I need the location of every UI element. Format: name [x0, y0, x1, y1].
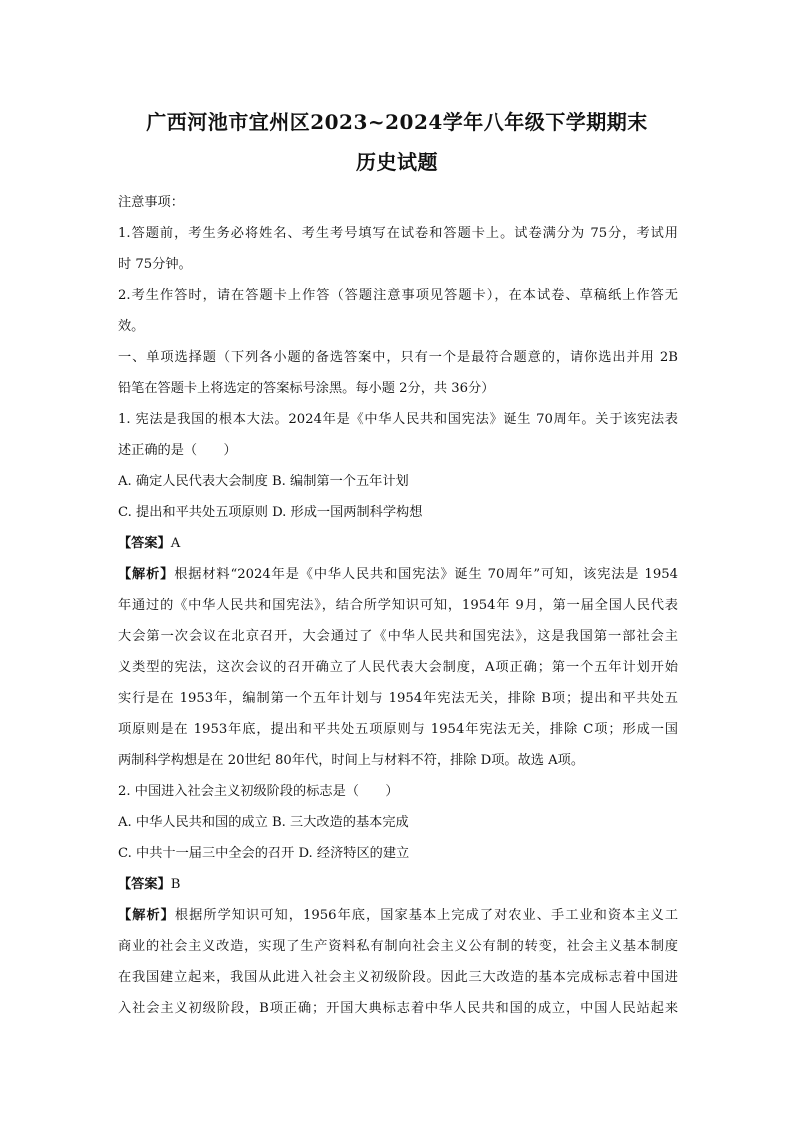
question-1-analysis-line-1 — [118, 559, 678, 590]
exam-title: 广西河池市宜州区2023~2024学年八年级下学期期末 — [146, 110, 648, 134]
answer-value: A — [170, 536, 181, 551]
section-heading-line-1: 一、单项选择题（下列各小题的备选答案中，只有一个是最符合题意的，请你选出并用 2B — [118, 350, 678, 365]
notice-item-2-line-2: 效。 — [118, 319, 145, 334]
document-body — [118, 187, 678, 1024]
notice-heading: 注意事项： — [118, 195, 184, 210]
exam-subtitle: 历史试题 — [356, 150, 438, 174]
question-2-analysis-line-2: 商业的社会主义改造，实现了生产资料私有制向社会主义公有制的转变，社会主义基本制度 — [118, 939, 678, 954]
question-1-options-cd: C. 提出和平共处五项原则 D. 形成一国两制科学构想 — [118, 505, 423, 520]
question-2-stem: 2. 中国进入社会主义初级阶段的标志是（ ） — [118, 784, 399, 799]
question-2-options-cd: C. 中共十一届三中全会的召开 D. 经济特区的建立 — [118, 846, 410, 861]
answer-tag: 【答案】 — [118, 877, 171, 892]
section-heading-line-2: 铅笔在答题卡上将选定的答案标号涂黑。每小题 2分，共 36分） — [118, 381, 495, 396]
question-1-analysis-line-4: 义类型的宪法，这次会议的召开确立了人民代表大会制度，A项正确；第一个五年计划开始 — [118, 660, 678, 675]
analysis-text: 根据所学知识可知，1956年底，国家基本上完成了对农业、手工业和资本主义工 — [174, 908, 678, 923]
analysis-tag: 【解析】 — [118, 567, 175, 582]
answer-tag: 【答案】 — [118, 536, 171, 551]
analysis-tag: 【解析】 — [118, 908, 175, 923]
question-2-analysis-line-1 — [118, 900, 678, 931]
question-1-answer — [118, 528, 678, 559]
notice-item-1-line-1: 1.答题前，考生务必将姓名、考生考号填写在试卷和答题卡上。试卷满分为 75分，考试用 — [118, 226, 678, 241]
question-1-analysis-line-6: 项原则是在 1953年底，提出和平共处五项原则与 1954年宪法无关，排除 C项；形成一国 — [118, 722, 678, 737]
analysis-text: 根据材料“2024年是《中华人民共和国宪法》诞生 70周年”可知，该宪法是 1954 — [174, 567, 678, 582]
question-1-stem-line-1: 1. 宪法是我国的根本大法。2024年是《中华人民共和国宪法》诞生 70周年。关于该宪法表 — [118, 412, 678, 427]
question-1-options-ab: A. 确定人民代表大会制度 B. 编制第一个五年计划 — [118, 474, 409, 489]
notice-item-1-line-2: 时 75分钟。 — [118, 257, 192, 272]
question-1-stem-line-2: 述正确的是（ ） — [118, 443, 237, 458]
question-2-analysis-line-3: 在我国建立起来，我国从此进入社会主义初级阶段。因此三大改造的基本完成标志着中国进 — [118, 970, 678, 985]
question-1-analysis-line-7: 两制科学构想是在 20世纪 80年代，时间上与材料不符，排除 D项。故选 A项。 — [118, 753, 585, 768]
question-2-answer — [118, 869, 678, 900]
question-1-analysis-line-5: 实行是在 1953年，编制第一个五年计划与 1954年宪法无关，排除 B项；提出和平共处五 — [118, 691, 678, 706]
notice-item-2-line-1: 2.考生作答时，请在答题卡上作答（答题注意事项见答题卡），在本试卷、草稿纸上作答无 — [118, 288, 678, 303]
question-1-analysis-line-3: 大会第一次会议在北京召开，大会通过了《中华人民共和国宪法》，这是我国第一部社会主 — [118, 629, 678, 644]
answer-value: B — [170, 877, 181, 892]
question-2-analysis-line-4: 入社会主义初级阶段，B项正确；开国大典标志着中华人民共和国的成立，中国人民站起来 — [118, 1001, 678, 1016]
question-2-options-ab: A. 中华人民共和国的成立 B. 三大改造的基本完成 — [118, 815, 409, 830]
question-1-analysis-line-2: 年通过的《中华人民共和国宪法》，结合所学知识可知，1954年 9月，第一届全国人民代表 — [118, 598, 678, 613]
